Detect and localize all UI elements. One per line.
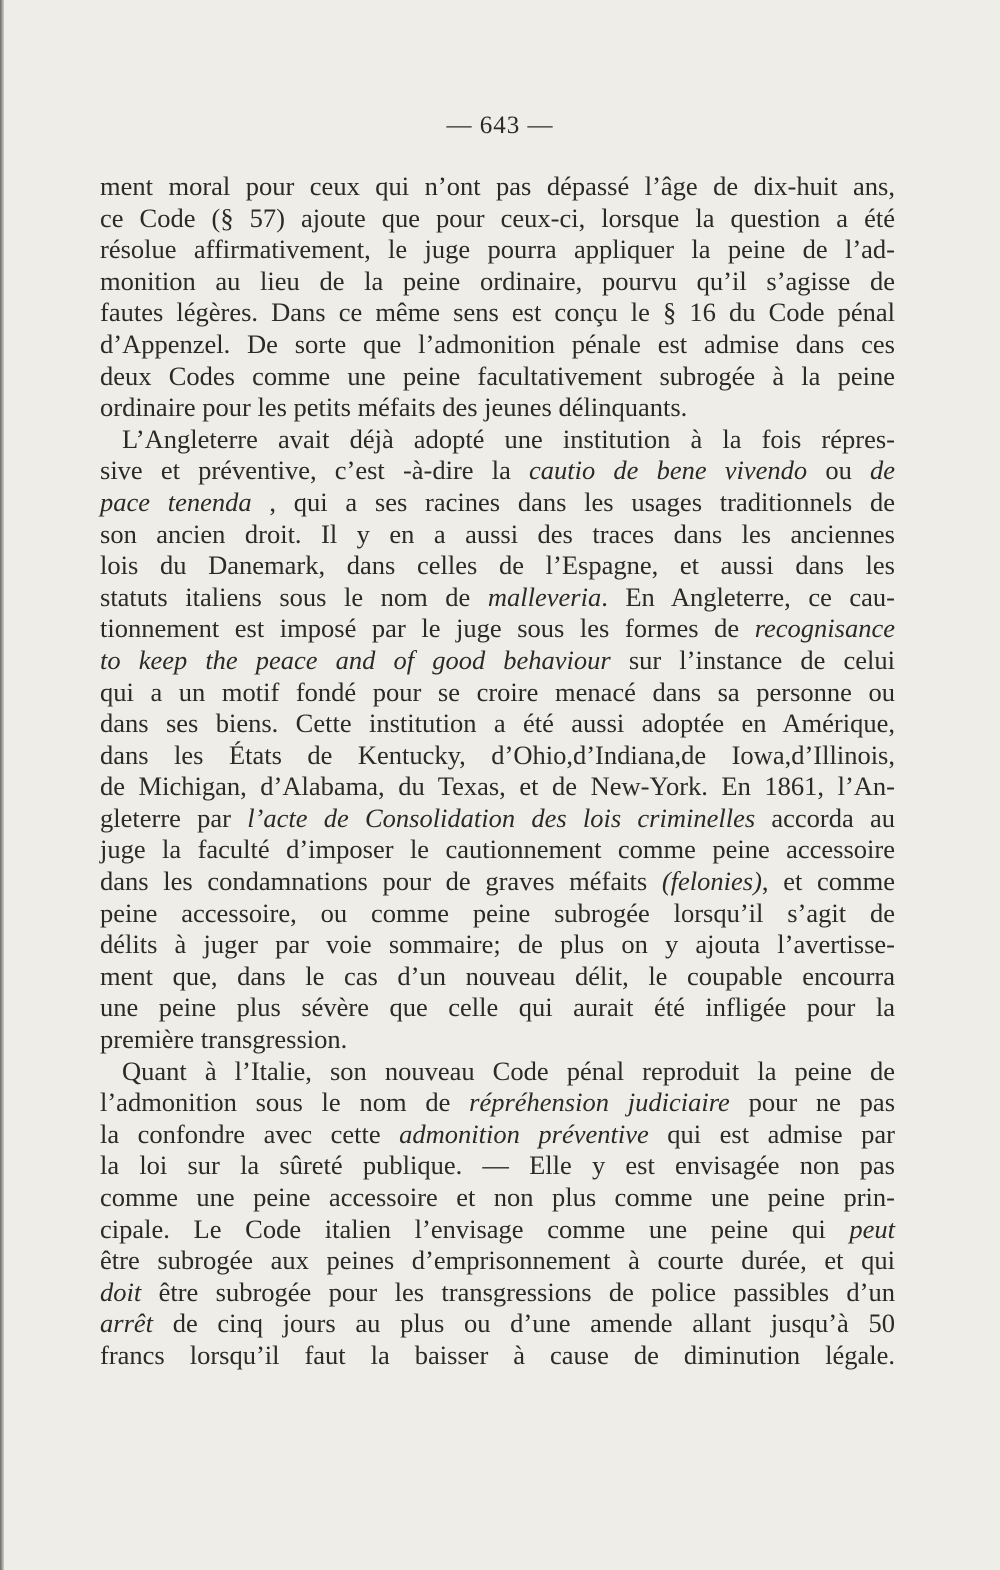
text-fragment: gleterre par	[100, 802, 248, 833]
text-fragment: Quant à l’Italie, son nouveau Code pénal reproduit la peine de	[122, 1055, 895, 1086]
text-fragment: . En Angleterre, ce cau-	[601, 581, 895, 612]
text-line	[100, 1245, 895, 1277]
text-fragment: de Michigan, d’Alabama, du Texas, et de New-York. En 1861, l’An-	[100, 771, 895, 802]
italic-phrase: recognisance	[754, 613, 895, 644]
text-line	[100, 677, 895, 709]
text-line	[100, 929, 895, 961]
text-fragment: deux Codes comme une peine facultativement subrogée à la peine	[100, 360, 895, 391]
text-line	[100, 392, 895, 424]
text-line	[100, 297, 895, 329]
text-fragment: pour ne pas	[729, 1087, 896, 1118]
text-line	[100, 961, 895, 993]
text-fragment: la confondre avec cette	[100, 1118, 400, 1149]
text-fragment: juge la faculté d’imposer le cautionnement comme peine accessoire	[100, 834, 895, 865]
text-fragment: dans les condamnations pour de graves méfaits	[100, 866, 662, 897]
text-line	[100, 803, 895, 835]
text-fragment: francs lorsqu’il faut la baisser à cause de diminution légale.	[100, 1339, 895, 1370]
text-fragment: qui est admise par	[648, 1118, 895, 1149]
text-fragment: qui a un motif fondé pour se croire menacé dans sa personne ou	[100, 676, 895, 707]
text-line	[100, 1340, 895, 1372]
text-line	[100, 329, 895, 361]
text-line	[100, 203, 895, 235]
text-fragment: de cinq jours au plus ou d’une amende allant jusqu’à 50	[153, 1308, 895, 1339]
text-line	[100, 519, 895, 551]
text-fragment: L’Angleterre avait déjà adopté une institution à la fois répres-	[122, 423, 895, 454]
text-fragment: être subrogée pour les transgressions de police passibles d’un	[141, 1276, 895, 1307]
italic-phrase: doit	[100, 1276, 142, 1307]
text-fragment: statuts italiens sous le nom de	[100, 581, 488, 612]
text-fragment: comme une peine accessoire et non plus comme une peine prin-	[100, 1182, 895, 1212]
text-fragment: résolue affirmativement, le juge pourra appliquer la peine de l’ad-	[100, 234, 895, 265]
text-line	[100, 550, 895, 582]
italic-phrase: cautio de bene vivendo	[529, 455, 808, 486]
text-fragment: lois du Danemark, dans celles de l’Espagne, et aussi dans les	[100, 550, 895, 581]
text-fragment: , et comme	[761, 866, 895, 897]
text-line	[100, 1214, 895, 1246]
italic-phrase: répréhension judiciaire	[469, 1087, 730, 1118]
italic-phrase: arrêt	[100, 1308, 153, 1339]
text-fragment: tionnement est imposé par le juge sous les formes de	[100, 613, 755, 644]
italic-phrase: malleveria	[487, 581, 602, 612]
text-line	[100, 1024, 895, 1056]
text-line	[100, 1056, 895, 1088]
text-line	[100, 487, 895, 519]
text-line	[100, 992, 895, 1024]
page-number: — 643 —	[446, 112, 554, 139]
text-fragment: ment que, dans le cas d’un nouveau délit, le coupable encourra	[100, 960, 895, 991]
italic-phrase: de	[869, 455, 895, 486]
text-line	[100, 1119, 895, 1151]
text-fragment: d’Appenzel. De sorte que l’admonition pénale est admise dans ces	[100, 328, 895, 359]
text-fragment: ment moral pour ceux qui n’ont pas dépassé l’âge de dix-huit ans,	[100, 171, 895, 201]
text-line	[100, 455, 895, 487]
text-line	[100, 1150, 895, 1182]
text-line	[100, 582, 895, 614]
text-fragment: ce Code (§ 57) ajoute que pour ceux-ci, lorsque la question a été	[100, 202, 895, 233]
text-fragment: monition au lieu de la peine ordinaire, pourvu qu’il s’agisse de	[100, 265, 895, 296]
text-fragment: première transgression.	[100, 1024, 348, 1055]
text-fragment: une peine plus sévère que celle qui aurait été infligée pour la	[100, 992, 895, 1023]
text-fragment: accorda au	[755, 802, 895, 833]
text-line	[100, 708, 895, 740]
text-line	[100, 613, 895, 645]
text-line	[100, 171, 895, 203]
page-edge	[0, 0, 4, 1570]
text-fragment: cipale. Le Code italien l’envisage comme une peine qui	[100, 1213, 850, 1244]
text-line	[100, 1087, 895, 1119]
italic-phrase: (felonies)	[661, 866, 762, 897]
text-body	[100, 171, 895, 1372]
text-line	[100, 1182, 895, 1214]
text-fragment: son ancien droit. Il y en a aussi des traces dans les anciennes	[100, 518, 895, 549]
italic-phrase: admonition préventive	[399, 1118, 649, 1149]
italic-phrase: l’acte de Consolidation des lois criminelles	[247, 802, 756, 833]
text-fragment: ordinaire pour les petits méfaits des jeunes délinquants.	[100, 392, 688, 423]
text-fragment: , qui a ses racines dans les usages traditionnels de	[251, 486, 895, 517]
text-fragment: ou	[807, 455, 870, 486]
text-line	[100, 740, 895, 772]
text-fragment: sive et préventive, c’est -à-dire la	[100, 455, 529, 486]
text-line	[100, 361, 895, 393]
text-fragment: être subrogée aux peines d’emprisonnement à courte durée, et qui	[100, 1245, 895, 1276]
italic-phrase: peut	[849, 1213, 895, 1244]
text-fragment: l’admonition sous le nom de	[100, 1087, 470, 1118]
italic-phrase: pace tenenda	[100, 486, 252, 517]
text-fragment: sur l’instance de celui	[610, 644, 895, 675]
text-line	[100, 866, 895, 898]
italic-phrase: to keep the peace and of good behaviour	[100, 644, 611, 675]
text-line	[100, 1277, 895, 1309]
text-fragment: peine accessoire, ou comme peine subrogée lorsqu’il s’agit de	[100, 897, 895, 928]
text-fragment: dans les États de Kentucky, d’Ohio,d’Indiana,de Iowa,d’Illinois,	[100, 739, 895, 770]
text-line	[100, 234, 895, 266]
text-fragment: délits à juger par voie sommaire; de plus on y ajouta l’avertisse-	[100, 929, 895, 960]
text-fragment: la loi sur la sûreté publique. — Elle y est envisagée non pas	[100, 1150, 895, 1181]
text-line	[100, 771, 895, 803]
text-line	[100, 1308, 895, 1340]
text-fragment: fautes légères. Dans ce même sens est conçu le § 16 du Code pénal	[100, 297, 895, 328]
text-line	[100, 645, 895, 677]
text-line	[100, 834, 895, 866]
text-line	[100, 424, 895, 456]
text-line	[100, 898, 895, 930]
text-fragment: dans ses biens. Cette institution a été aussi adoptée en Amérique,	[100, 708, 895, 739]
text-line	[100, 266, 895, 298]
